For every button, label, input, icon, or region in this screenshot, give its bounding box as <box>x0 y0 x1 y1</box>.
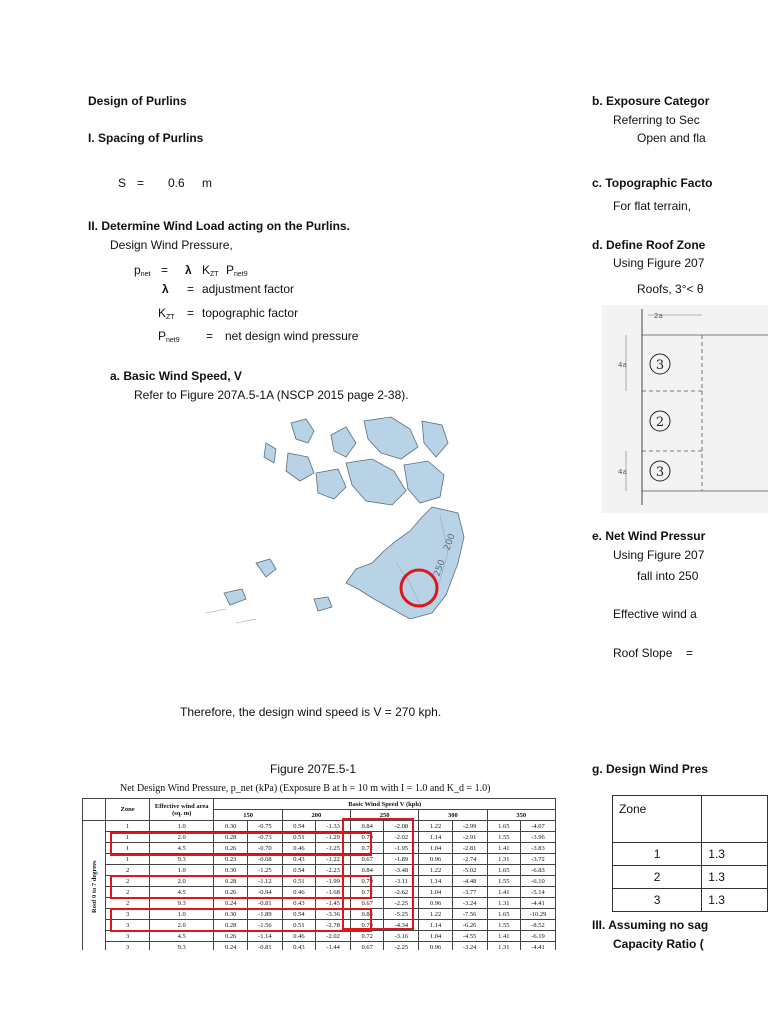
design-value-cell: 1.3 <box>702 843 768 866</box>
pressure-cell: 0.43 <box>282 942 316 951</box>
pressure-cell: -4.41 <box>521 898 556 909</box>
pressure-cell: -0.70 <box>247 843 282 854</box>
topographic-text: For flat terrain, <box>613 199 692 213</box>
formula-lhs: $p_{net}$ <box>134 263 151 278</box>
pressure-cell: 0.67 <box>350 898 384 909</box>
area-cell: 4.5 <box>150 931 214 942</box>
pressure-cell: -1.25 <box>316 843 351 854</box>
def-eq: = <box>187 306 195 320</box>
formula-eq: = <box>161 263 169 277</box>
pressure-cell: 0.43 <box>282 898 316 909</box>
pressure-cell: -4.41 <box>521 942 556 951</box>
design-value-cell: 1.3 <box>702 889 768 912</box>
table-row <box>83 821 556 832</box>
area-cell: 1.0 <box>150 821 214 832</box>
pressure-cell: 0.30 <box>214 821 248 832</box>
topographic-factor-heading: c. Topographic Facto <box>592 176 713 190</box>
speed-head: 250 <box>350 810 418 821</box>
table-row <box>83 898 556 909</box>
design-wind-pressure-heading: g. Design Wind Pres <box>592 762 708 776</box>
capacity-ratio-text: Capacity Ratio ( <box>613 937 704 951</box>
roof-slope-eq: = <box>686 646 694 660</box>
zone-cell: 1 <box>106 843 150 854</box>
design-table-head-zone: Zone <box>613 796 702 843</box>
pressure-cell: 0.84 <box>350 821 384 832</box>
figure-title: Figure 207E.5-1 <box>270 762 357 776</box>
table-row <box>83 931 556 942</box>
basic-wind-speed-heading: a. Basic Wind Speed, V <box>110 369 242 383</box>
pressure-cell: -5.14 <box>521 887 556 898</box>
pressure-cell: -5.02 <box>452 865 487 876</box>
pressure-cell: 0.24 <box>214 898 248 909</box>
zone-cell: 2 <box>106 887 150 898</box>
def-eq: = <box>187 282 195 296</box>
def-symbol: $K_{ZT}$ <box>158 306 175 321</box>
pressure-cell: 0.43 <box>282 854 316 865</box>
mindanao-map-image <box>196 413 474 648</box>
pressure-cell: 0.28 <box>214 832 248 843</box>
pressure-cell: -1.95 <box>384 843 419 854</box>
pressure-cell: -3.48 <box>384 865 419 876</box>
def-desc: net design wind pressure <box>225 329 359 343</box>
roof-zone-figure <box>602 305 768 513</box>
net-wind-pressure-heading: e. Net Wind Pressur <box>592 529 706 543</box>
design-zone-cell: 1 <box>613 843 702 866</box>
area-cell: 2.0 <box>150 876 214 887</box>
roof-zone-heading: d. Define Roof Zone <box>592 238 706 252</box>
pressure-cell: -2.23 <box>316 865 351 876</box>
area-cell: 9.3 <box>150 898 214 909</box>
pressure-cell: -1.56 <box>247 920 282 931</box>
pressure-cell: -2.78 <box>316 920 351 931</box>
pressure-cell: -10.29 <box>521 909 556 920</box>
highlight-250-column <box>342 818 414 930</box>
pressure-cell: 0.67 <box>350 854 384 865</box>
pressure-cell: 0.51 <box>282 920 316 931</box>
pressure-cell: 0.96 <box>419 942 453 951</box>
speed-head: 350 <box>487 810 555 821</box>
pressure-cell: 1.31 <box>487 854 521 865</box>
zone-cell: 2 <box>106 898 150 909</box>
pressure-cell: 1.31 <box>487 942 521 951</box>
pressure-cell: 0.24 <box>214 942 248 951</box>
table-head-speed: Basic Wind Speed V (kph) <box>214 799 556 810</box>
pressure-cell: 1.14 <box>419 920 453 931</box>
pressure-cell: 1.04 <box>419 887 453 898</box>
pressure-cell: 0.30 <box>214 909 248 920</box>
zone-label: 3 <box>655 465 665 480</box>
dim-label: 2a <box>654 312 663 320</box>
pressure-cell: 0.96 <box>419 898 453 909</box>
exposure-text-1: Referring to Sec <box>613 113 700 127</box>
doc-title: Design of Purlins <box>88 94 187 108</box>
zone-label: 2 <box>655 415 665 430</box>
table-caption: Net Design Wind Pressure, p_net (kPa) (Exposure B at h = 10 m with I = 1.0 and K_d = 1.0) <box>120 783 491 794</box>
pressure-cell: -0.68 <box>247 854 282 865</box>
roof-slope-label: Roof Slope <box>613 646 673 660</box>
pressure-cell: 0.26 <box>214 843 248 854</box>
pressure-cell: -1.44 <box>316 942 351 951</box>
pressure-cell: 0.51 <box>282 832 316 843</box>
design-table-head-blank <box>702 796 768 843</box>
pressure-cell: 0.79 <box>350 832 384 843</box>
formula-pnet: $P_{net9}$ <box>226 263 248 278</box>
highlight-zone1-rows <box>110 832 372 856</box>
pressure-cell: -2.25 <box>384 942 419 951</box>
pressure-cell: 0.54 <box>282 865 316 876</box>
pressure-cell: 1.41 <box>487 887 521 898</box>
spacing-eq: = <box>137 176 145 190</box>
area-cell: 9.3 <box>150 942 214 951</box>
spacing-symbol: S <box>118 176 127 190</box>
pressure-cell: -1.14 <box>247 931 282 942</box>
spacing-unit: m <box>202 176 212 190</box>
exposure-category-heading: b. Exposure Categor <box>592 94 710 108</box>
zone-cell: 2 <box>106 865 150 876</box>
assumption-heading: III. Assuming no sag <box>592 918 709 932</box>
pressure-cell: -0.73 <box>247 832 282 843</box>
pressure-cell: 1.14 <box>419 832 453 843</box>
pressure-cell: 0.79 <box>350 876 384 887</box>
pressure-cell: 0.51 <box>282 876 316 887</box>
formula-kzt: $K_{ZT}$ <box>202 263 219 278</box>
pressure-cell: 0.72 <box>350 931 384 942</box>
pressure-cell: 1.14 <box>419 876 453 887</box>
pressure-cell: -8.52 <box>521 920 556 931</box>
pressure-cell: 1.65 <box>487 865 521 876</box>
def-desc: adjustment factor <box>202 282 295 296</box>
pressure-cell: 0.46 <box>282 887 316 898</box>
pressure-cell: -2.02 <box>316 931 351 942</box>
def-desc: topographic factor <box>202 306 299 320</box>
highlight-zone2-rows <box>110 875 372 899</box>
table-head-zone: Zone <box>106 799 150 821</box>
pressure-cell: 1.55 <box>487 920 521 931</box>
pressure-cell: -1.68 <box>316 887 351 898</box>
pressure-cell: 1.04 <box>419 931 453 942</box>
design-value-cell: 1.3 <box>702 866 768 889</box>
refer-figure-text: Refer to Figure 207A.5-1A (NSCP 2015 page 2-38). <box>134 388 409 402</box>
area-cell: 2.0 <box>150 920 214 931</box>
pressure-cell: -2.62 <box>384 887 419 898</box>
pressure-cell: -1.25 <box>247 865 282 876</box>
pressure-cell: -6.10 <box>521 876 556 887</box>
zone-label: 3 <box>655 358 665 373</box>
table-side-label: Roof 0 to 7 degrees <box>83 821 106 951</box>
pressure-cell: 1.65 <box>487 821 521 832</box>
speed-head: 150 <box>214 810 282 821</box>
pressure-cell: -2.08 <box>384 821 419 832</box>
def-eq: = <box>206 329 214 343</box>
pressure-cell: 0.26 <box>214 931 248 942</box>
pressure-cell: -1.89 <box>384 854 419 865</box>
area-cell: 9.3 <box>150 854 214 865</box>
dim-label: 4a <box>618 361 627 369</box>
pressure-cell: -7.56 <box>452 909 487 920</box>
pressure-cell: -3.96 <box>521 832 556 843</box>
pressure-cell: -6.19 <box>521 931 556 942</box>
pressure-cell: 0.79 <box>350 920 384 931</box>
pressure-cell: -0.75 <box>247 821 282 832</box>
pressure-cell: -3.36 <box>316 909 351 920</box>
zone-cell: 1 <box>106 854 150 865</box>
exposure-text-2: Open and fla <box>637 131 706 145</box>
pressure-cell: 0.46 <box>282 931 316 942</box>
area-cell: 1.0 <box>150 909 214 920</box>
pressure-cell: 1.41 <box>487 843 521 854</box>
zone-cell: 3 <box>106 909 150 920</box>
roof-zone-diagram <box>602 305 768 513</box>
zone-cell: 1 <box>106 832 150 843</box>
pressure-cell: -3.77 <box>452 887 487 898</box>
dim-label: 4a <box>618 468 627 476</box>
pressure-cell: 0.54 <box>282 909 316 920</box>
area-cell: 1.0 <box>150 865 214 876</box>
pressure-cell: -2.02 <box>384 832 419 843</box>
zone-cell: 1 <box>106 821 150 832</box>
roof-zone-text-1: Using Figure 207 <box>613 256 705 270</box>
pressure-cell: 0.23 <box>214 854 248 865</box>
pressure-cell: -2.74 <box>452 854 487 865</box>
pressure-cell: 0.84 <box>350 909 384 920</box>
section-wind-load-heading: II. Determine Wind Load acting on the Purlins. <box>88 219 350 233</box>
pressure-cell: 0.72 <box>350 887 384 898</box>
area-cell: 4.5 <box>150 843 214 854</box>
pressure-cell: 0.96 <box>419 854 453 865</box>
pressure-cell: 1.41 <box>487 931 521 942</box>
table-row <box>83 865 556 876</box>
table-head-blank <box>83 799 106 821</box>
pressure-cell: -3.16 <box>384 931 419 942</box>
def-symbol: $P_{net9}$ <box>158 329 180 344</box>
pressure-cell: 0.67 <box>350 942 384 951</box>
design-wind-pressure-label: Design Wind Pressure, <box>110 238 233 252</box>
design-wind-pressure-table <box>612 795 768 912</box>
pressure-cell: 0.54 <box>282 821 316 832</box>
pressure-cell: -6.26 <box>452 920 487 931</box>
pressure-cell: 1.31 <box>487 898 521 909</box>
speed-head: 200 <box>282 810 350 821</box>
area-cell: 4.5 <box>150 887 214 898</box>
pressure-cell: -2.81 <box>452 843 487 854</box>
formula-lambda: λ <box>185 263 192 277</box>
design-zone-cell: 2 <box>613 866 702 889</box>
pressure-cell: -4.07 <box>521 821 556 832</box>
pressure-cell: -3.72 <box>521 854 556 865</box>
pressure-cell: -2.91 <box>452 832 487 843</box>
zone-cell: 3 <box>106 920 150 931</box>
pressure-cell: -5.25 <box>384 909 419 920</box>
def-symbol: λ <box>162 282 169 296</box>
pressure-cell: -3.24 <box>452 942 487 951</box>
zone-cell: 2 <box>106 876 150 887</box>
pressure-cell: 0.46 <box>282 843 316 854</box>
pressure-cell: 1.55 <box>487 876 521 887</box>
pressure-cell: -0.94 <box>247 887 282 898</box>
net-design-wind-pressure-table <box>82 798 556 950</box>
zone-cell: 3 <box>106 931 150 942</box>
pressure-cell: 0.84 <box>350 865 384 876</box>
pressure-cell: 1.55 <box>487 832 521 843</box>
pressure-cell: -6.83 <box>521 865 556 876</box>
design-zone-cell: 3 <box>613 889 702 912</box>
pressure-cell: 1.22 <box>419 821 453 832</box>
pressure-cell: 0.28 <box>214 920 248 931</box>
pressure-cell: -3.11 <box>384 876 419 887</box>
speed-head: 300 <box>419 810 487 821</box>
pressure-cell: 1.22 <box>419 909 453 920</box>
net-wind-text-2: fall into 250 <box>637 569 699 583</box>
pressure-cell: 1.04 <box>419 843 453 854</box>
effective-wind-area-text: Effective wind a <box>613 607 697 621</box>
pressure-cell: 0.30 <box>214 865 248 876</box>
section-spacing-heading: I. Spacing of Purlins <box>88 131 204 145</box>
pressure-cell: -4.55 <box>452 931 487 942</box>
pressure-cell: -4.48 <box>452 876 487 887</box>
table-row <box>83 942 556 951</box>
pressure-cell: 0.26 <box>214 887 248 898</box>
map-contour-label-200: 200 <box>442 532 458 553</box>
pressure-cell: -1.22 <box>316 854 351 865</box>
pressure-cell: -1.45 <box>316 898 351 909</box>
pressure-cell: -3.83 <box>521 843 556 854</box>
table-head-area: Effective wind area (sq. m) <box>150 799 214 821</box>
pressure-cell: -2.25 <box>384 898 419 909</box>
pressure-cell: -3.24 <box>452 898 487 909</box>
pressure-cell: 0.28 <box>214 876 248 887</box>
pressure-cell: -1.12 <box>247 876 282 887</box>
area-cell: 2.0 <box>150 832 214 843</box>
pressure-cell: 0.72 <box>350 843 384 854</box>
design-wind-speed-conclusion: Therefore, the design wind speed is V = 270 kph. <box>180 705 442 719</box>
roof-zone-text-2: Roofs, 3°< θ <box>637 282 704 296</box>
pressure-cell: -1.89 <box>247 909 282 920</box>
pressure-cell: -0.81 <box>247 942 282 951</box>
highlight-zone3-rows <box>110 908 372 932</box>
pressure-cell: -4.34 <box>384 920 419 931</box>
net-wind-text-1: Using Figure 207 <box>613 548 705 562</box>
pressure-cell: -1.99 <box>316 876 351 887</box>
spacing-value: 0.6 <box>168 176 185 190</box>
pressure-cell: -0.81 <box>247 898 282 909</box>
zone-cell: 3 <box>106 942 150 951</box>
pressure-cell: 1.22 <box>419 865 453 876</box>
pressure-cell: -2.99 <box>452 821 487 832</box>
pressure-cell: -1.33 <box>316 821 351 832</box>
map-contour-label-250: 250 <box>432 558 448 579</box>
pressure-cell: -1.29 <box>316 832 351 843</box>
pressure-cell: 1.65 <box>487 909 521 920</box>
wind-speed-map <box>196 413 474 648</box>
